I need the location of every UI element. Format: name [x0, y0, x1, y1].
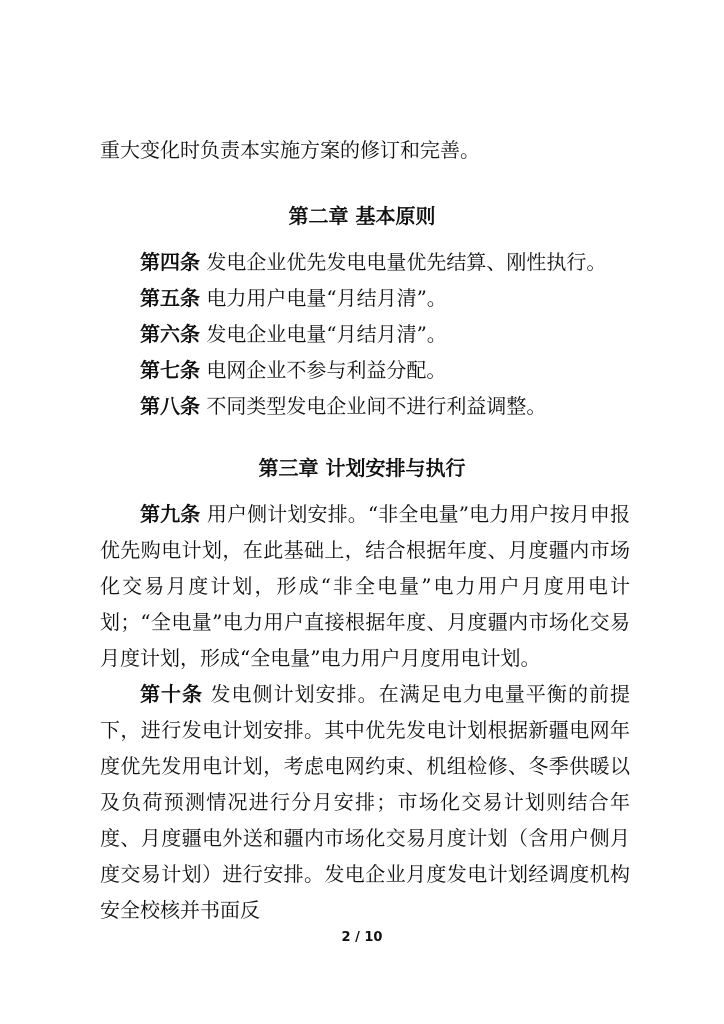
article-text: 发电企业电量“月结月清”。 — [206, 322, 447, 346]
page-number: 2 / 10 — [341, 930, 383, 945]
article-4 — [100, 244, 606, 280]
article-text: 用户侧计划安排。“非全电量”电力用户按月申报优先购电计划，在此基础上，结合根据年度、月度疆内市场化交易月度计划，形成“非全电量”电力用户月度用电计划；“全电量”电力用户直接根据年度、月度疆内市场化交易月度计划，形成“全电量”电力用户月度用电计划。 — [100, 502, 631, 670]
article-number: 第六条 — [140, 322, 200, 346]
article-5 — [100, 280, 447, 316]
article-text: 电网企业不参与利益分配。 — [206, 358, 447, 382]
article-text: 不同类型发电企业间不进行利益调整。 — [206, 394, 547, 418]
article-text: 电力用户电量“月结月清”。 — [206, 286, 447, 310]
article-number: 第五条 — [140, 286, 200, 310]
article-number: 第八条 — [140, 394, 200, 418]
chapter-3-title: 第三章 计划安排与执行 — [258, 456, 466, 480]
continuation-text: 重大变化时负责本实施方案的修订和完善。 — [100, 138, 480, 162]
article-7 — [100, 352, 446, 388]
article-9 — [100, 496, 630, 676]
article-number: 第四条 — [140, 250, 200, 274]
article-8 — [100, 388, 546, 424]
article-10 — [100, 676, 630, 928]
article-number: 第七条 — [140, 358, 200, 382]
article-number: 第十条 — [140, 682, 204, 706]
chapter-2-title: 第二章 基本原则 — [288, 204, 436, 228]
article-text: 发电侧计划安排。在满足电力电量平衡的前提下，进行发电计划安排。其中优先发电计划根据新疆电网年度优先发用电计划，考虑电网约束、机组检修、冬季供暖以及负荷预测情况进行分月安排；市场化交易计划则结合年度、月度疆电外送和疆内市场化交易月度计划（含用户侧月度交易计划）进行安排。发电企业月度发电计划经调度机构安全校核并书面反 — [100, 682, 631, 922]
article-text: 发电企业优先发电电量优先结算、刚性执行。 — [206, 250, 607, 274]
article-6 — [100, 316, 447, 352]
article-number: 第九条 — [140, 502, 201, 526]
